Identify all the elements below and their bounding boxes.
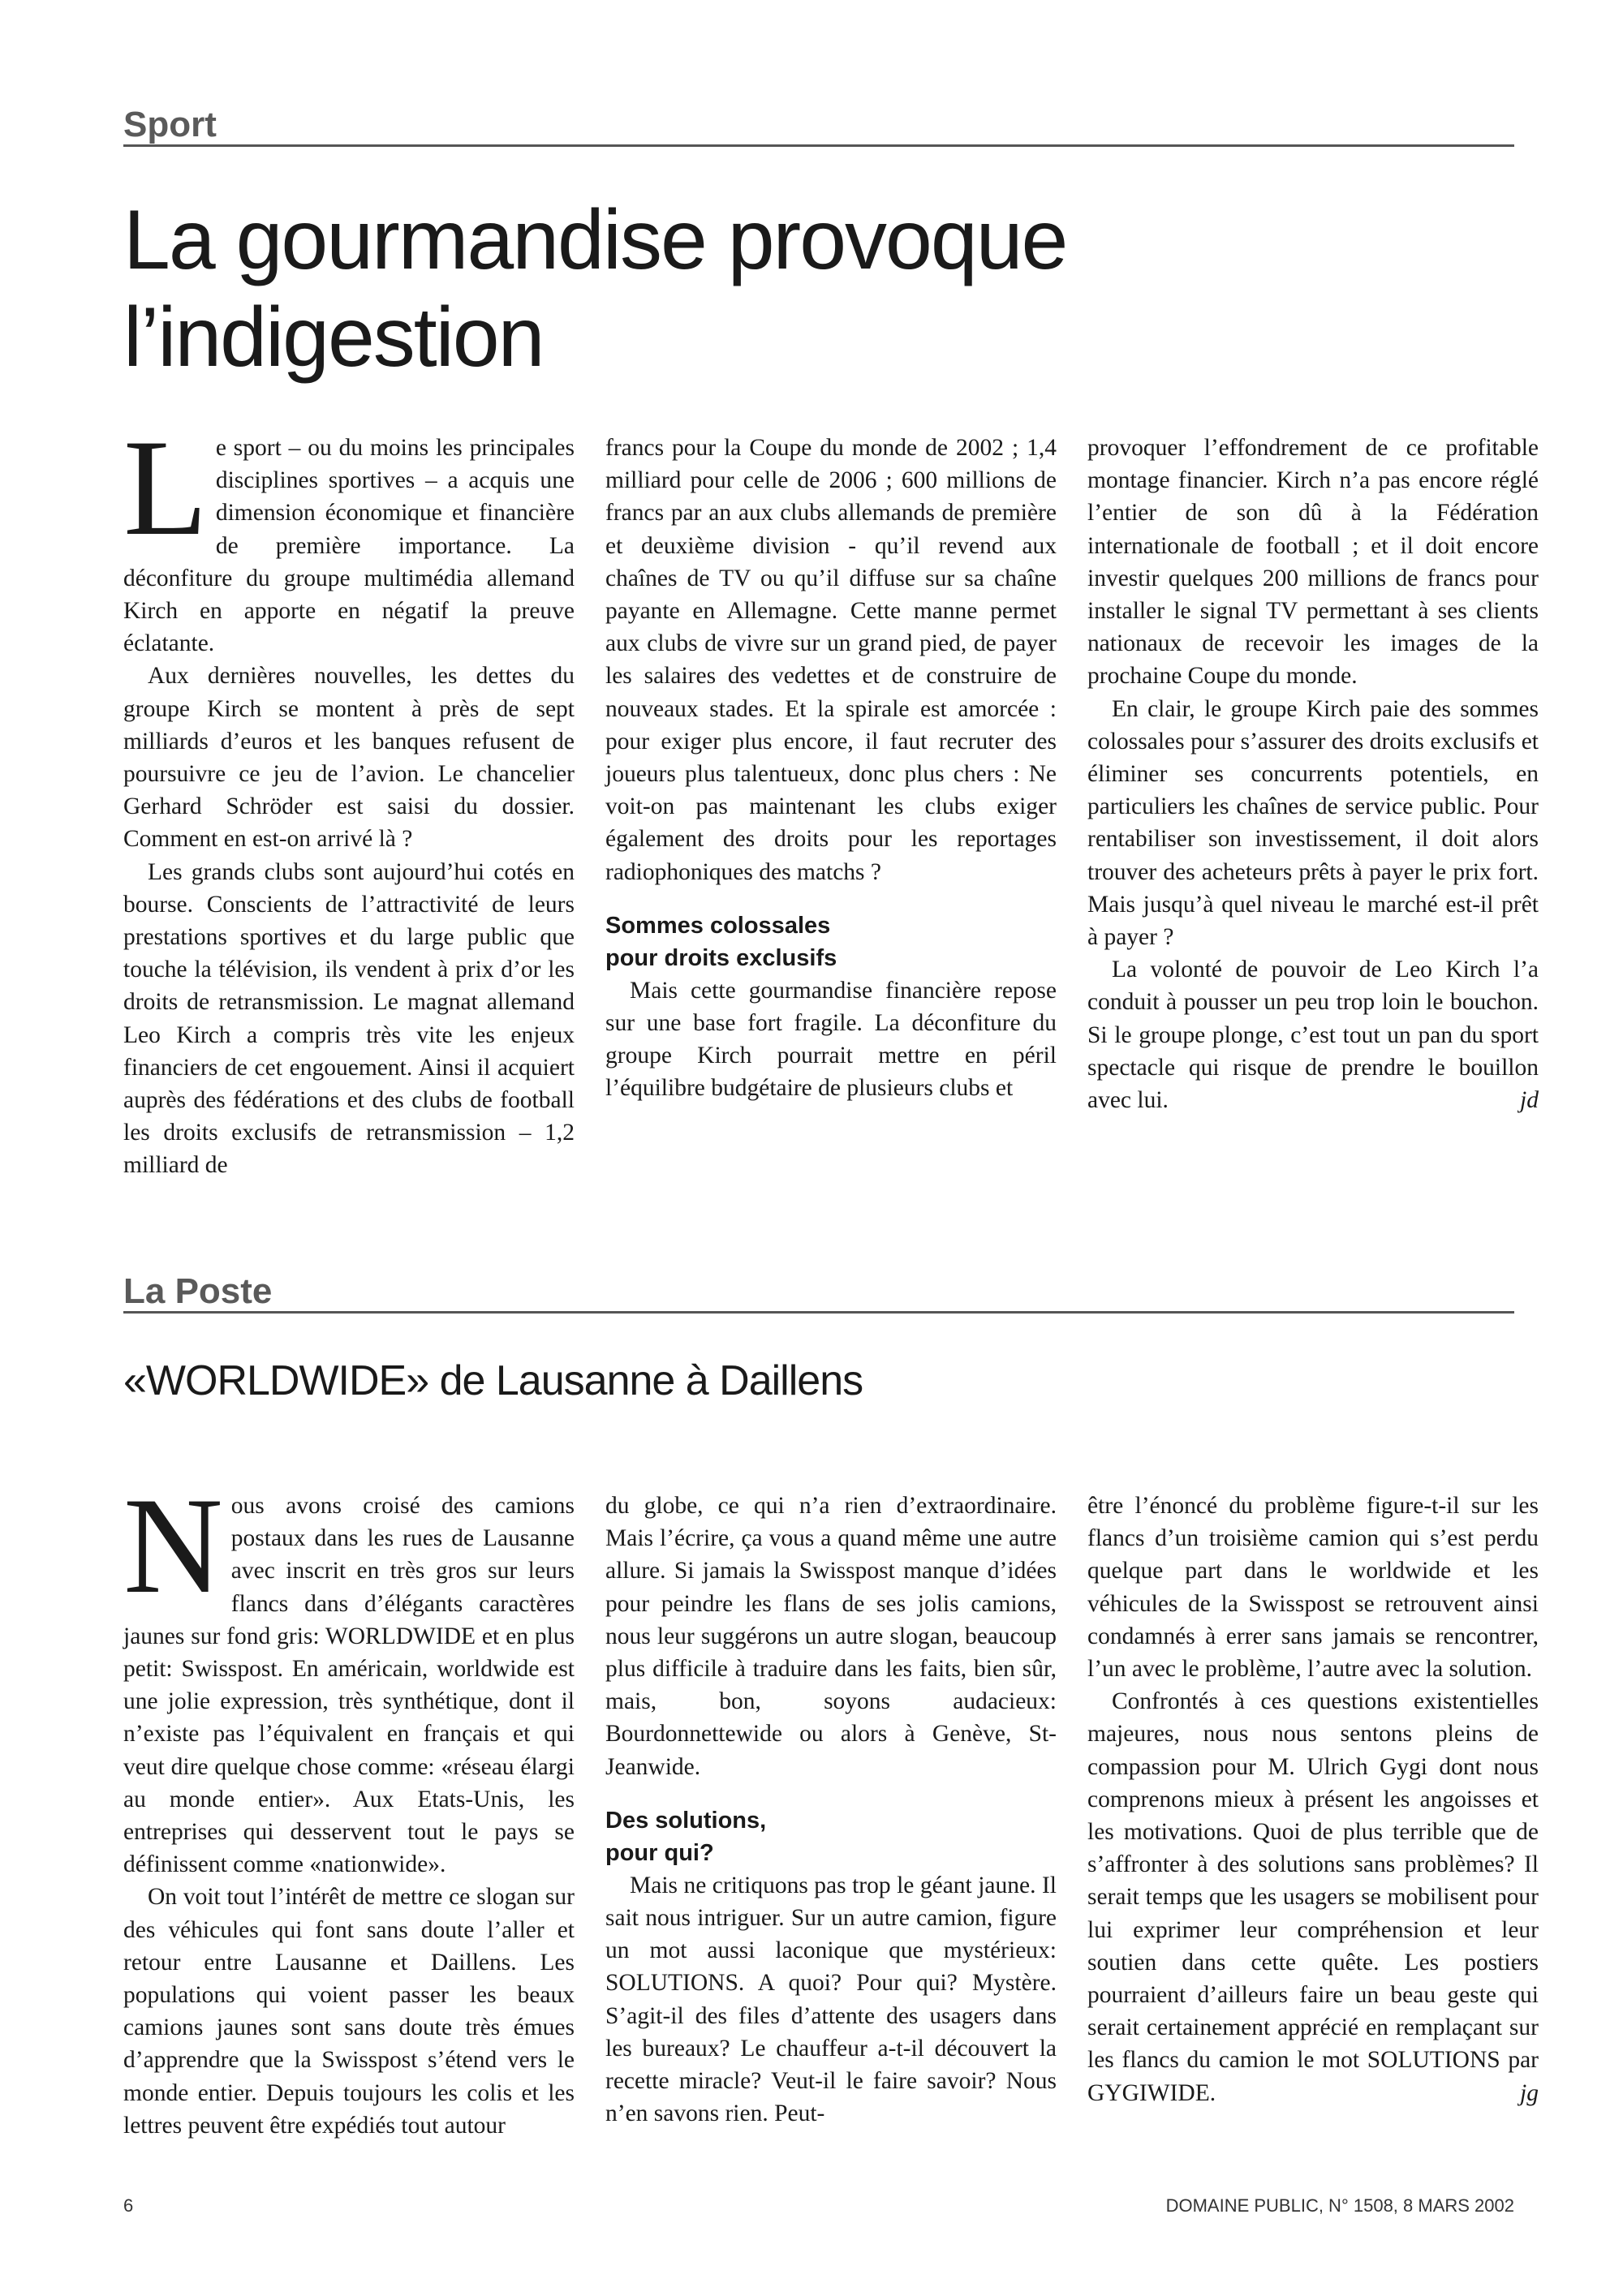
paragraph-text: Confrontés à ces questions existentielles majeures, nous nous sentons pleins de compassion pour M. Ulrich Gygi dont nous comprenons mieux à présent les angoisses et les motivations. Quoi de plus terrible que de s’affronter à des solutions sans problèmes? Il serait temps que les usagers se mobilisent pour lui exprimer leur compréhension et leur soutien dans cette quête. Les postiers pourraient d’ailleurs faire un beau geste qui serait certainement apprécié en remplaçant sur les flancs du camion le mot SOLUTIONS par GYGIWIDE.	[1087, 1688, 1539, 2106]
article1-column-3	[1087, 432, 1539, 1116]
paragraph: Mais ne critiquons pas trop le géant jaune. Il sait nous intriguer. Sur un autre camion, figure un mot aussi laconique que mystérieux: SOLUTIONS. A quoi? Pour qui? Mystère. S’agit-il des files d’attente des usagers dans les bureaux? Le chauffeur a-t-il découvert la recette miracle? Veut-il le faire savoir? Nous n’en savons rien. Peut-	[605, 1872, 1057, 2127]
paragraph	[123, 411, 575, 660]
publication-info: DOMAINE PUBLIC, N° 1508, 8 MARS 2002	[1165, 2195, 1514, 2216]
paragraph-text: La volonté de pouvoir de Leo Kirch l’a conduit à pousser un peu trop loin le bouchon. Si le groupe plonge, c’est tout un pan du sport spectacle qui risque de prendre le bouillon avec lui.	[1087, 957, 1539, 1114]
article-title: «WORLDWIDE» de Lausanne à Daillens	[123, 1357, 863, 1404]
paragraph	[1087, 1685, 1539, 2109]
subheading-line2: pour qui?	[605, 1839, 714, 1866]
page-footer	[123, 2195, 1514, 2216]
author-signature: jd	[1520, 1087, 1539, 1114]
paragraph: En clair, le groupe Kirch paie des sommes colossales pour s’assurer des droits exclusifs et éliminer ses concurrents potentiels, en particuliers les chaînes de service public. Pour rentabiliser son investissement, il doit alors trouver des acheteurs prêts à payer le prix fort. Mais jusqu’à quel niveau le marché est-il prêt à payer ?	[1087, 695, 1539, 951]
article-title-line1: La gourmandise provoque	[123, 193, 1067, 287]
section-header-sport	[123, 107, 1514, 147]
paragraph	[1087, 953, 1539, 1116]
drop-cap: N	[123, 1469, 223, 1622]
paragraph: provoquer l’effondrement de ce profitable montage financier. Kirch n’a pas encore réglé l’entier de son dû à la Fédération internationale de football ; et il doit encore investir quelques 200 millions de francs pour installer le signal TV permettant à ses clients nationaux de recevoir les images de la prochaine Coupe du monde.	[1087, 435, 1539, 690]
section-label: La Poste	[123, 1271, 273, 1311]
paragraph: du globe, ce qui n’a rien d’extraordinaire. Mais l’écrire, ça vous a quand même une autre allure. Si jamais la Swisspost manque d’idées pour peindre les flans de ses jolis camions, nous leur suggérons un autre slogan, beaucoup plus difficile à traduire dans les faits, bien sûr, mais, bon, soyons audacieux: Bourdonnettewide ou alors à Genève, St-Jeanwide.	[605, 1493, 1057, 1780]
paragraph	[123, 1469, 575, 1881]
article1-column-2	[605, 432, 1057, 1105]
author-signature: jg	[1520, 2079, 1539, 2106]
article2-column-2	[605, 1490, 1057, 2130]
section-label: Sport	[123, 105, 217, 144]
section-header-la-poste	[123, 1271, 1514, 1314]
article-title	[123, 191, 1066, 386]
article2-column-1	[123, 1469, 575, 2142]
subheading-line1: Sommes colossales	[605, 912, 831, 939]
paragraph-text: ous avons croisé des camions postaux dans les rues de Lausanne avec inscrit en très gros sur leurs flancs dans d’élégants caractères jaunes sur fond gris: WORLDWIDE et en plus petit: Swisspost. En américain, worldwide est une jolie expression, très synthétique, dont il n’existe pas l’équivalent en français et qui veut dire quelque chose comme: «réseau élargi au monde entier». Aux Etats-Unis, les entreprises qui desservent tout le pays se définissent comme «nationwide».	[123, 1493, 575, 1878]
paragraph: Les grands clubs sont aujourd’hui cotés en bourse. Conscients de l’attractivité de leurs prestations sportives et du large public que touche la télévision, ils vendent à prix d’or les droits de retransmission. Le magnat allemand Leo Kirch a compris très vite les enjeux financiers de cet engouement. Ainsi il acquiert auprès des fédérations et des clubs de football les droits exclusifs de retransmission – 1,2 milliard de	[123, 858, 575, 1179]
page-number: 6	[123, 2195, 134, 2216]
subheading-line2: pour droits exclusifs	[605, 944, 837, 971]
article1-column-1	[123, 411, 575, 1182]
paragraph-text: e sport – ou du moins les principales disciplines sportives – a acquis une dimension économique et financière de première importance. La déconfiture du groupe multimédia allemand Kirch en apporte en négatif la preuve éclatante.	[123, 435, 575, 657]
paragraph: être l’énoncé du problème figure-t-il sur les flancs d’un troisième camion qui s’est perdu quelque part dans le worldwide et les véhicules de la Swisspost se retrouvent ainsi condamnés à errer sans jamais se rencontrer, l’un avec le problème, l’autre avec la solution.	[1087, 1493, 1539, 1683]
article-title-line2: l’indigestion	[123, 290, 544, 385]
article2-column-3	[1087, 1490, 1539, 2109]
drop-cap: L	[123, 411, 208, 564]
subheading	[605, 909, 1057, 974]
paragraph: On voit tout l’intérêt de mettre ce slogan sur des véhicules qui font sans doute l’aller et retour entre Lausanne et Daillens. Les populations qui voient passer les beaux camions jaunes sont sans doute très émues d’apprendre que la Swisspost s’étend vers le monde entier. Depuis toujours les colis et les lettres peuvent être expédiés tout autour	[123, 1884, 575, 2139]
paragraph: Mais cette gourmandise financière repose sur une base fort fragile. La déconfiture du groupe Kirch pourrait mettre en péril l’équilibre budgétaire de plusieurs clubs et	[605, 977, 1057, 1102]
subheading	[605, 1804, 1057, 1869]
subheading-line1: Des solutions,	[605, 1807, 767, 1834]
paragraph: francs pour la Coupe du monde de 2002 ; 1,4 milliard pour celle de 2006 ; 600 millions de francs par an aux clubs allemands de première et deuxième division - qu’il revend aux chaînes de TV ou qu’il diffuse sur sa chaîne payante en Allemagne. Cette manne permet aux clubs de vivre sur un grand pied, de payer les salaires des vedettes et de construire de nouveaux stades. Et la spirale est amorcée : pour exiger plus encore, il faut recruter des joueurs plus talentueux, donc plus chers : Ne voit-on pas maintenant les clubs exiger également des droits pour les reportages radiophoniques des matchs ?	[605, 435, 1057, 885]
paragraph: Aux dernières nouvelles, les dettes du groupe Kirch se montent à près de sept milliards d’euros et les banques refusent de poursuivre ce jeu de l’avion. Le chancelier Gerhard Schröder est saisi du dossier. Comment en est-on arrivé là ?	[123, 663, 575, 853]
